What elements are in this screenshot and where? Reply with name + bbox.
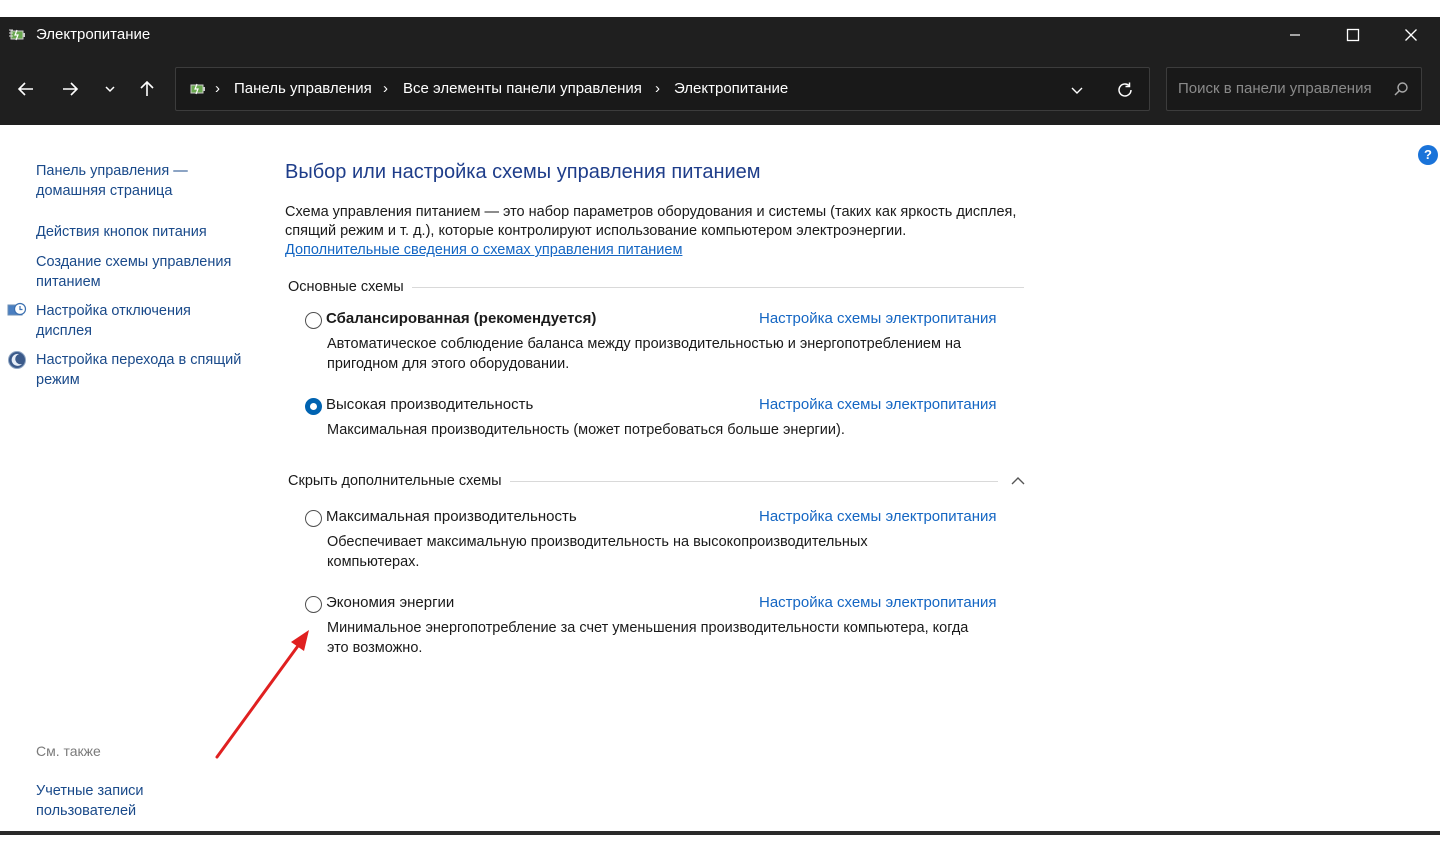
search-input[interactable] bbox=[1166, 67, 1422, 111]
primary-plans-label: Основные схемы bbox=[288, 279, 412, 295]
forward-button[interactable] bbox=[54, 73, 86, 105]
plan-high-performance-radio[interactable] bbox=[305, 398, 322, 415]
breadcrumb-control-panel[interactable]: Панель управления bbox=[234, 80, 372, 97]
sidebar-item-power-buttons[interactable]: Действия кнопок питания bbox=[36, 224, 207, 240]
see-also-label: См. также bbox=[36, 743, 101, 759]
minimize-button[interactable] bbox=[1266, 17, 1324, 53]
sidebar-item-create-plan[interactable]: Создание схемы управления питанием bbox=[36, 254, 232, 290]
search-placeholder: Поиск в панели управления bbox=[1178, 80, 1372, 97]
plan-name[interactable]: Сбалансированная (рекомендуется) bbox=[326, 310, 597, 327]
plan-name[interactable]: Высокая производительность bbox=[326, 396, 534, 413]
search-icon[interactable] bbox=[1393, 81, 1409, 97]
breadcrumb-separator: › bbox=[655, 80, 660, 97]
control-panel-icon bbox=[188, 79, 208, 99]
address-bar[interactable] bbox=[175, 67, 1150, 111]
arrow-up-icon bbox=[138, 80, 156, 98]
recent-locations-button[interactable] bbox=[94, 73, 126, 105]
hide-additional-plans-label[interactable]: Скрыть дополнительные схемы bbox=[288, 473, 510, 489]
maximize-button[interactable] bbox=[1324, 17, 1382, 53]
display-clock-icon bbox=[7, 301, 27, 321]
breadcrumb-separator: › bbox=[215, 80, 220, 97]
annotation-arrow-icon bbox=[205, 615, 320, 765]
breadcrumb-power-options[interactable]: Электропитание bbox=[674, 80, 789, 97]
chevron-up-icon[interactable] bbox=[1010, 475, 1026, 487]
window-bottom-edge bbox=[0, 831, 1440, 835]
chevron-down-icon[interactable] bbox=[1070, 83, 1084, 97]
minimize-icon bbox=[1288, 28, 1302, 42]
plan-balanced-radio[interactable] bbox=[305, 312, 322, 329]
page-description: Схема управления питанием — это набор параметров оборудования и системы (таких как яркость дисплея, спящий режим и т. д.), которые контролируют использование компьютером электроэнергии. bbox=[285, 204, 1017, 239]
plan-settings-link[interactable]: Настройка схемы электропитания bbox=[759, 310, 997, 327]
sleep-moon-icon bbox=[7, 350, 27, 370]
arrow-right-icon bbox=[61, 80, 79, 98]
plan-name[interactable]: Экономия энергии bbox=[326, 594, 455, 611]
arrow-left-icon bbox=[17, 80, 35, 98]
plan-settings-link[interactable]: Настройка схемы электропитания bbox=[759, 594, 997, 611]
refresh-icon[interactable] bbox=[1116, 81, 1134, 99]
sidebar-item-display-off[interactable]: Настройка отключения дисплея bbox=[36, 303, 191, 339]
plan-description: Минимальное энергопотребление за счет уменьшения производительности компьютера, когда это возможно. bbox=[327, 620, 969, 656]
up-button[interactable] bbox=[131, 73, 163, 105]
more-info-link[interactable]: Дополнительные сведения о схемах управления питанием bbox=[285, 242, 683, 258]
chevron-down-icon bbox=[104, 83, 116, 95]
plan-description: Обеспечивает максимальную производительность на высокопроизводительных компьютерах. bbox=[327, 534, 868, 570]
plan-name[interactable]: Максимальная производительность bbox=[326, 508, 577, 525]
help-icon[interactable]: ? bbox=[1418, 145, 1438, 165]
user-accounts-link[interactable]: Учетные записи пользователей bbox=[36, 783, 144, 819]
window bbox=[0, 17, 1440, 831]
close-button[interactable] bbox=[1382, 17, 1440, 53]
close-icon bbox=[1404, 28, 1418, 42]
power-options-icon bbox=[8, 26, 28, 44]
title-bar bbox=[0, 17, 1440, 53]
plan-description: Автоматическое соблюдение баланса между производительностью и энергопотреблением на пригодном для этого оборудовании. bbox=[327, 336, 962, 372]
plan-description: Максимальная производительность (может потребоваться больше энергии). bbox=[327, 422, 845, 438]
breadcrumb-all-items[interactable]: Все элементы панели управления bbox=[403, 80, 642, 97]
sidebar-home-link[interactable]: Панель управления — домашняя страница bbox=[36, 163, 188, 199]
page-title: Выбор или настройка схемы управления питанием bbox=[285, 161, 761, 183]
content-area bbox=[0, 125, 1440, 831]
plan-ultimate-performance-radio[interactable] bbox=[305, 510, 322, 527]
sidebar-item-sleep[interactable]: Настройка перехода в спящий режим bbox=[36, 352, 242, 388]
plan-settings-link[interactable]: Настройка схемы электропитания bbox=[759, 508, 997, 525]
navigation-bar bbox=[0, 53, 1440, 125]
plan-settings-link[interactable]: Настройка схемы электропитания bbox=[759, 396, 997, 413]
back-button[interactable] bbox=[10, 73, 42, 105]
plan-power-saver-radio[interactable] bbox=[305, 596, 322, 613]
maximize-icon bbox=[1346, 28, 1360, 42]
window-title: Электропитание bbox=[36, 26, 151, 43]
breadcrumb-separator: › bbox=[383, 80, 388, 97]
